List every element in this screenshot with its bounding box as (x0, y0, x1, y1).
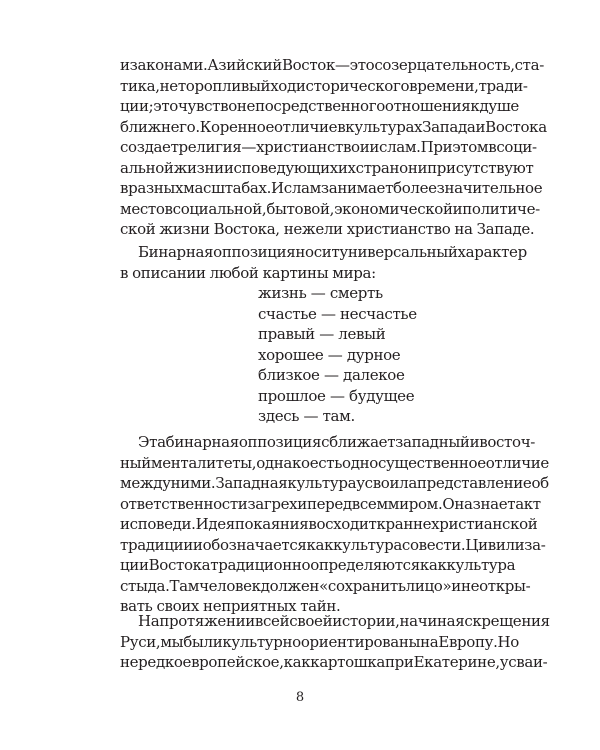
text-line: Бинарная оппозиция носит универсальный характер (138, 243, 527, 261)
text-line: ской жизни Востока, нежели христианство на Западе. (120, 220, 535, 238)
text-line: и законами. Азийский Восток — это созерцательность, ста- (120, 56, 544, 74)
text-line: место в социальной, бытовой, экономической и политиче- (120, 199, 540, 218)
opposition-pair: правый — левый (258, 325, 386, 343)
text-line: ции; это чувство непосредственного отношения к душе (120, 97, 519, 115)
text-line: ный менталитеты, однако есть одно существенное отличие (120, 453, 549, 472)
opposition-pair: хорошее — дурное (258, 345, 401, 364)
opposition-pair: близкое — далекое (258, 366, 405, 384)
opposition-pair: прошлое — будущее (258, 386, 415, 405)
text-line: тика, неторопливый ход исторического времени, тради- (120, 76, 528, 95)
text-line: стыда. Там человек должен «сохранить лицо» и не откры- (120, 576, 531, 595)
paragraph-1 (120, 55, 547, 240)
opposition-pair: счастье — несчастье (258, 304, 417, 323)
text-line: исповеди. Идея покаяния восходит к раннехристианской (120, 515, 538, 533)
text-line: На протяжении всей своей истории, начиная с крещения (138, 612, 550, 630)
opposition-pair: жизнь — смерть (258, 284, 383, 302)
text-line: ции Востока традиционно определяются как культура (120, 556, 516, 574)
paragraph-3 (120, 432, 549, 617)
text-line: альной жизни исповедующих их стран они присутствуют (120, 158, 534, 177)
text-line: между ними. Западная культура усвоила представление об (120, 474, 549, 492)
paragraph-4 (120, 611, 550, 673)
opposition-list (258, 283, 417, 427)
text-line: ответственности за грехи перед всем миром. Она знает акт (120, 494, 541, 513)
opposition-pair: здесь — там. (258, 407, 355, 425)
text-line: Руси, мы были культурно ориентированы на Европу. Но (120, 632, 519, 651)
page-number: 8 (295, 690, 305, 705)
paragraph-2 (120, 242, 527, 283)
text-line: традиции и обозначается как культура совести. Цивилиза- (120, 535, 546, 554)
text-line: ближнего. Коренное отличие в культурах Запада и Востока (120, 117, 547, 136)
text-line: создает религия — христианство и ислам. При этом в соци- (120, 138, 537, 156)
text-line: Эта бинарная оппозиция сближает западный и восточ- (138, 433, 535, 451)
text-line: в разных масштабах. Ислам занимает более значительное (120, 179, 543, 197)
text-line: вать своих неприятных тайн. (120, 597, 341, 615)
text-line: нередко европейское, как картошка при Екатерине, усваи- (120, 653, 548, 671)
text-line: в описании любой картины мира: (120, 263, 376, 282)
